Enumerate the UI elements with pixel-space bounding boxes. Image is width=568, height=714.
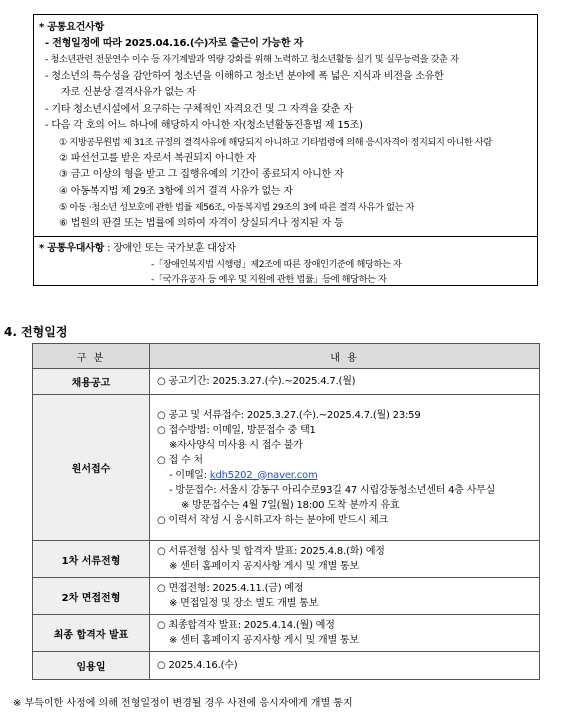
preference-text: : 장애인 또는 국가보훈 대상자 xyxy=(107,243,236,254)
application-visit-deadline: ※ 방문접수는 4월 7일(월) 18:00 도착 분까지 유효 xyxy=(181,499,400,511)
table-row xyxy=(33,652,540,680)
schedule-table xyxy=(32,343,540,680)
document-screening-date: ○ 서류전형 심사 및 합격자 발표: 2025.4.8.(화) 예정 xyxy=(157,546,385,557)
application-email-line xyxy=(157,468,539,483)
row-label-application: 원서접수 xyxy=(33,395,150,541)
preference-sub-2: -「국가유공자 등 예우 및 지원에 관한 법률」등에 해당하는 자 xyxy=(151,274,387,285)
table-row xyxy=(33,395,540,541)
interview-note: ※ 면접일정 및 장소 별도 개별 통보 xyxy=(169,598,319,609)
preference-line xyxy=(39,242,236,256)
disqualification-item-5: ⑤ 아동 ·청소년 성보호에 관한 법률 제56조, 아동복지법 29조의 3에 따른 결격 사유가 없는 자 xyxy=(59,202,415,213)
table-row xyxy=(33,578,540,615)
application-place-title: ○ 접 수 처 xyxy=(157,454,203,466)
table-header-row xyxy=(33,344,540,369)
requirement-line-other: - 기타 청소년시설에서 요구하는 구체적인 자격요건 및 그 자격을 갖춘 자 xyxy=(45,104,353,115)
email-link[interactable]: kdh5202_@naver.com xyxy=(209,469,318,481)
application-visit-address: - 방문접수: 서울시 강동구 아리수로93길 47 시립강동청소년센터 4층 사무실 xyxy=(169,484,496,496)
final-announcement-note: ※ 센터 홈페이지 공지사항 게시 및 개별 통보 xyxy=(169,635,359,646)
table-row xyxy=(33,541,540,578)
requirements-box xyxy=(33,14,538,286)
requirement-line-training: - 청소년관련 전문연수 이수 등 자기계발과 역량 강화를 위해 노력하고 청소년활동 실기 및 실무능력을 갖춘 자 xyxy=(45,54,459,65)
preference-sub-1: -「장애인복지법 시행령」제2조에 따른 장애인기준에 해당하는 자 xyxy=(151,259,402,270)
schedule-change-notice: ※ 부득이한 사정에 의해 전형일정이 변경될 경우 사전에 응시자에게 개별 통지 xyxy=(13,698,353,709)
preference-title: * 공통우대사항 xyxy=(39,243,105,254)
requirement-line-start-date: - 전형일정에 따라 2025.04.16.(수)자로 출근이 가능한 자 xyxy=(45,38,304,49)
requirement-line-understanding: - 청소년의 특수성을 감안하여 청소년을 이해하고 청소년 분야에 폭 넓은 지식과 비전을 소유한 xyxy=(45,71,444,82)
disqualification-item-2: ② 파선선고를 받은 자로서 복권되지 아니한 자 xyxy=(59,153,256,164)
application-resume-note: ○ 이력서 작성 시 응시하고자 하는 분야에 반드시 체크 xyxy=(157,514,389,526)
final-announcement-date: ○ 최종합격자 발표: 2025.4.14.(월) 예정 xyxy=(157,620,335,631)
application-period: ○ 공고 및 서류접수: 2025.3.27.(수).~2025.4.7.(월) 23:59 xyxy=(157,409,421,421)
appointment-date: ○ 2025.4.16.(수) xyxy=(157,660,238,671)
table-row xyxy=(33,369,540,395)
requirement-line-understanding-cont: 자로 신분상 결격사유가 없는 자 xyxy=(61,87,196,98)
table-row xyxy=(33,615,540,652)
email-label: - 이메일: xyxy=(169,469,207,481)
application-method: ○ 접수방법: 이메일, 방문접수 중 택1 xyxy=(157,424,316,436)
row-label-announcement: 채용공고 xyxy=(33,369,150,395)
header-category: 구 분 xyxy=(33,344,150,369)
disqualification-item-3: ③ 금고 이상의 형을 받고 그 집행유예의 기간이 종료되지 아니한 자 xyxy=(59,169,344,180)
section-title: 4. 전형일정 xyxy=(4,325,68,339)
disqualification-item-1: ① 지방공무원법 제 31조 규정의 결격사유에 해당되지 아니하고 기타법령에 의해 응시자격이 정지되지 아니한 사람 xyxy=(59,137,492,148)
box-divider xyxy=(34,236,537,237)
row-label-final-announcement: 최종 합격자 발표 xyxy=(33,615,150,652)
document-screening-note: ※ 센터 홈페이지 공지사항 게시 및 개별 통보 xyxy=(169,561,359,572)
announcement-period: ○ 공고기간: 2025.3.27.(수).~2025.4.7.(월) xyxy=(157,376,356,387)
interview-date: ○ 면접전형: 2025.4.11.(금) 예정 xyxy=(157,583,304,594)
row-label-appointment: 임용일 xyxy=(33,652,150,680)
application-form-note: ※자사양식 미사용 시 접수 불가 xyxy=(169,439,303,451)
disqualification-item-4: ④ 아동복지법 제 29조 3항에 의거 결격 사유가 없는 자 xyxy=(59,186,293,197)
disqualification-item-6: ⑥ 법원의 판결 또는 법률에 의하여 자격이 상실되거나 정지된 자 등 xyxy=(59,218,344,229)
common-requirements-title: * 공통요건사항 xyxy=(39,22,105,33)
requirement-line-disqualification-intro: - 다음 각 호의 어느 하나에 해당하지 아니한 자(청소년활동진흥법 제 15조) xyxy=(45,120,363,131)
row-label-document-screening: 1차 서류전형 xyxy=(33,541,150,578)
header-content: 내 용 xyxy=(150,344,540,369)
row-label-interview: 2차 면접전형 xyxy=(33,578,150,615)
